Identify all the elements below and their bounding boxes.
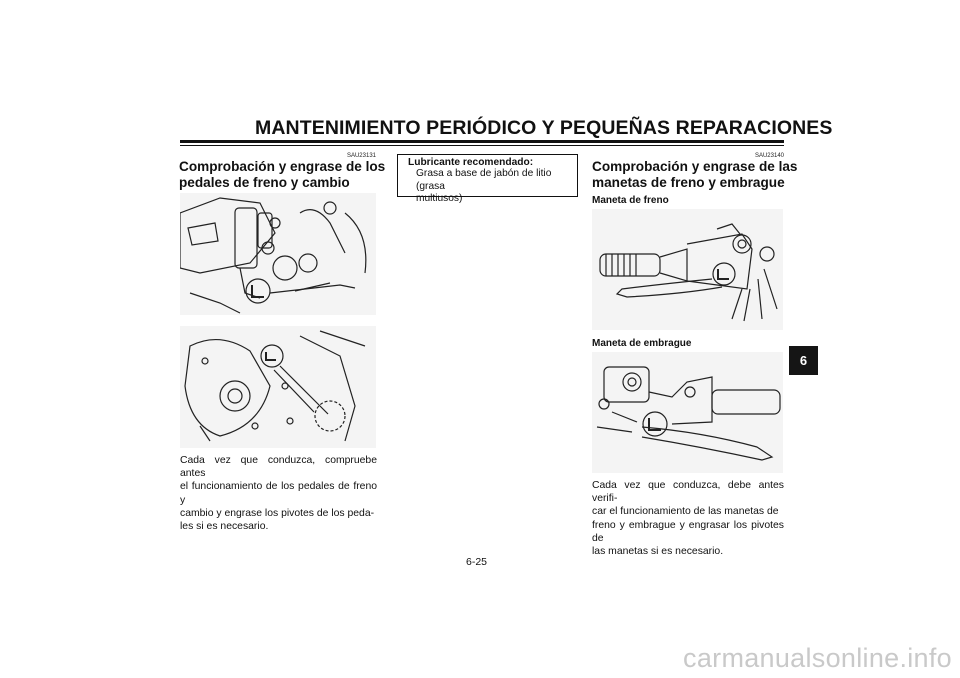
section-title-levers (592, 159, 797, 191)
lubricant-line: multiusos) (416, 193, 463, 204)
section-code: SAU23131 (346, 153, 376, 159)
lubricant-line: Grasa a base de jabón de litio (grasa (416, 168, 552, 192)
section-title-pedals (179, 159, 385, 191)
body-line: car el funcionamiento de las manetas de (592, 506, 779, 518)
watermark: carmanualsonline.info (683, 643, 952, 673)
brake-pedal-illustration (180, 193, 376, 315)
brake-lever-illustration (592, 209, 783, 330)
section-title-line: Comprobación y engrase de las (592, 159, 798, 174)
brake-lever-label: Maneta de freno (592, 195, 669, 206)
body-line: las manetas si es necesario. (592, 546, 724, 558)
shift-pedal-illustration (180, 326, 376, 448)
section-code: SAU23140 (754, 153, 784, 159)
header-rule (180, 140, 784, 143)
body-line: les si es necesario. (180, 521, 269, 533)
section-title-line: Comprobación y engrase de los (179, 159, 386, 174)
clutch-lever-illustration (592, 352, 783, 473)
levers-body-text (592, 479, 784, 558)
header-rule-thin (180, 145, 784, 146)
recommended-lubricant-box (397, 154, 578, 204)
body-line: Cada vez que conduzca, debe antes verifi- (592, 480, 784, 505)
page-header-title: MANTENIMIENTO PERIÓDICO Y PEQUEÑAS REPARACIONES (255, 117, 833, 139)
body-line: freno y embrague y engrasar los pivotes de (592, 519, 784, 544)
section-title-line: manetas de freno y embrague (592, 175, 785, 190)
section-title-line: pedales de freno y cambio (179, 175, 350, 190)
body-line: cambio y engrase los pivotes de los peda- (180, 507, 375, 519)
clutch-lever-label: Maneta de embrague (592, 338, 692, 349)
pedals-body-text (180, 454, 377, 533)
lubricant-title: Lubricante recomendado: (408, 157, 534, 168)
page-number: 6-25 (466, 556, 488, 568)
body-line: Cada vez que conduzca, compruebe antes (180, 455, 377, 480)
body-line: el funcionamiento de los pedales de freno y (180, 481, 377, 506)
chapter-tab: 6 (789, 346, 818, 375)
